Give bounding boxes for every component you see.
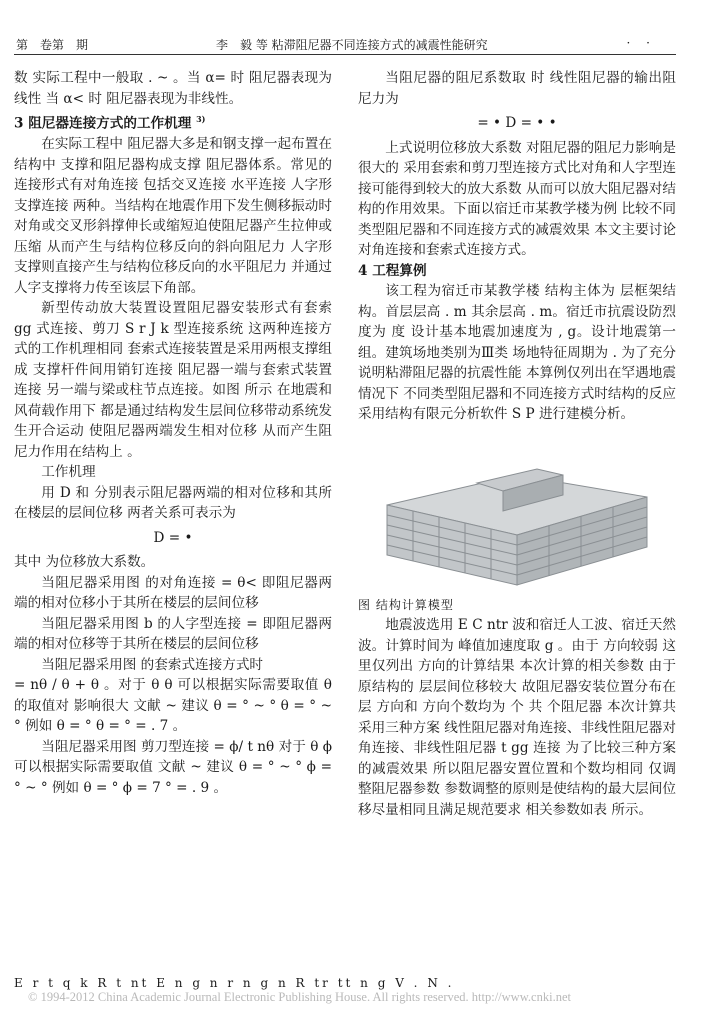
paragraph: 新型传动放大装置设置阻尼器安装形式有套索 gg 式连接、剪刀 S r J k 型连接系统 这两种连接方式的工作机理相同 套索式连接装置是采用两根支撑组成 支撑杆件间用销钉连接 阻尼器一端与套索式装置连接 另一端与梁或柱节点连接。如图 所示 在地震和风荷载作用下 都是通过结构发生层间位移带动系统发生开合运动 使阻尼器两端发生相对位移 从而产生阻尼力作用在结构上 。 — [14, 300, 332, 460]
subheading: 工作机理 — [41, 464, 96, 481]
paragraph: = nθ / θ + θ 。对于 θ θ 可以根据实际需要取值 θ 的取值对 影响很大 文献 ~ 建议 θ = ° ~ ° θ = ° ~ ° 例如 θ = ° θ = ° = . 7 。 — [14, 677, 332, 735]
paragraph: 在实际工程中 阻尼器大多是和钢支撑一起布置在结构中 支撑和阻尼器构成支撑 阻尼器体系。常见的连接形式有对角连接 包括交叉连接 水平连接 人字形支撑连接 两种。当结构在地震作用下发生侧移振动时 对角或交叉形斜撑伸长或缩短迫使阻尼器产生拉伸或压缩 从而产生与结构位移反向的斜向阻尼力 人字形支撑则直接产生与结构位移反向的水平阻尼力 并通过人字支撑将力传至该层下角部。 — [14, 136, 332, 296]
paragraph: 地震波选用 E C ntr 波和宿迁人工波、宿迁天然波。计算时间为 峰值加速度取 g 。由于 方向较弱 这里仅列出 方向的计算结果 本次计算的相关参数 由于原结构的 层层间位移较大 故阻尼器安装位置分布在 层 方向和 方向个数均为 个 共 个阻尼器 本次计算共采用三种方案 线性阻尼器对角连接、非线性阻尼器对角连接、非线性阻尼器 t gg 连接 为了比较三种方案的减震效果 所以阻尼器安置位置和个数均相同 仅调整阻尼器参数 参数调整的原则是使结构的最大层间位移尽量相同且满足规范要求 相关参数如表 所示。 — [358, 617, 676, 818]
running-header — [16, 36, 656, 56]
header-issue: 第 卷第 期 — [16, 38, 89, 52]
paragraph: 当阻尼器采用图 的套索式连接方式时 — [41, 656, 264, 673]
equation: = • D = • • — [477, 115, 557, 131]
copyright-watermark: © 1994-2012 China Academic Journal Electronic Publishing House. All rights reserved. http://www.cnki.net — [28, 990, 571, 1004]
equation: D = • — [153, 529, 193, 546]
paragraph: 该工程为宿迁市某教学楼 结构主体为 层框架结构。首层层高 . m 其余层高 . m。宿迁市抗震设防烈度为 度 设计基本地震加速度为 , g。设计地震第一组。建筑场地类别为Ⅲ类 场地特征周期为 . 为了充分说明粘滞阻尼器的抗震性能 本算例仅列出在罕遇地震情况下 不同类型阻尼器和不同连接方式时结构的反应 采用结构有限元分析软件 S P 进行建模分析。 — [358, 283, 676, 422]
paragraph: 当阻尼器采用图 的对角连接 = θ< 即阻尼器两端的相对位移小于其所在楼层的层间位移 — [14, 574, 332, 612]
paragraph: 数 实际工程中一般取 . ~ 。当 α= 时 阻尼器表现为线性 当 α< 时 阻尼器表现为非线性。 — [14, 70, 332, 107]
footnote: E r t q k R t nt E n g n r n g n R tr tt n g V . N . — [14, 976, 455, 990]
paragraph: 其中 为位移放大系数。 — [14, 554, 155, 571]
figure-caption: 图 结构计算模型 — [358, 597, 454, 612]
paragraph: 当阻尼器的阻尼系数取 时 线性阻尼器的输出阻尼力为 — [358, 70, 676, 107]
section-heading: 4 工程算例 — [358, 262, 427, 279]
paragraph: 上式说明位移放大系数 对阻尼器的阻尼力影响是很大的 采用套索和剪刀型连接方式比对角和人字型连接可能得到较大的放大系数 从而可以放大阻尼器对结构的作用效果。下面以宿迁市某教学楼为例 比较不同类型阻尼器和不同连接方式的减震效果 本文主要讨论对角连接和套索式连接方式。 — [358, 139, 676, 258]
right-column — [358, 68, 676, 820]
structure-model-drawing — [367, 435, 667, 595]
paragraph: 当阻尼器采用图 剪刀型连接 = ϕ/ t nθ 对于 θ ϕ 可以根据实际需要取值 文献 ~ 建议 θ = ° ~ ° ϕ = ° ~ ° 例如 θ = ° ϕ = 7 ° = . 9 。 — [14, 738, 332, 796]
section-heading: 3 阻尼器连接方式的工作机理 $^{3)}$ — [14, 114, 206, 132]
left-column — [14, 68, 332, 798]
header-title: 李 毅 等 粘滞阻尼器不同连接方式的减震性能研究 — [216, 38, 488, 52]
citation: 3) — [196, 114, 206, 124]
header-rule — [14, 54, 676, 55]
header-page: · · — [626, 36, 656, 50]
paragraph: 用 D 和 分别表示阻尼器两端的相对位移和其所在楼层的层间位移 两者关系可表示为 — [14, 484, 332, 522]
structure-model-figure — [367, 435, 667, 595]
paragraph: 当阻尼器采用图 b 的人字型连接 = 即阻尼器两端的相对位移等于其所在楼层的层间位移 — [14, 615, 332, 653]
